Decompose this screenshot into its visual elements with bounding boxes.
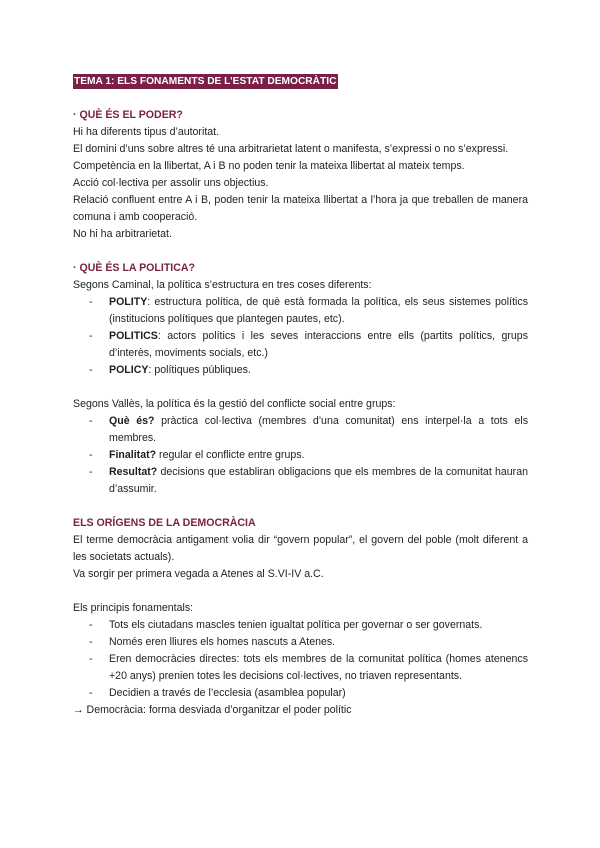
paragraph: Competència en la llibertat, A i B no poden tenir la mateixa llibertat al mateix temps. [73, 160, 465, 172]
conclusion: → Democràcia: forma desviada d’organitzar el poder polític [73, 704, 352, 716]
item-text: decisions que establiran obligacions que els membres de la comunitat hauran d’assumir. [109, 466, 528, 495]
dash-bullet: - [89, 653, 93, 665]
list-item [73, 617, 528, 634]
list-item [73, 413, 528, 447]
paragraph: Els principis fonamentals: [73, 602, 194, 614]
dash-bullet: - [89, 296, 93, 308]
dash-bullet: - [89, 364, 93, 376]
dash-bullet: - [89, 619, 93, 631]
paragraph: No hi ha arbitrarietat. [73, 228, 172, 240]
dash-bullet: - [89, 449, 93, 461]
paragraph: Va sorgir per primera vegada a Atenes al S.VI-IV a.C. [73, 568, 324, 580]
section-heading-power: · QUÈ ÉS EL PODER? [73, 109, 183, 121]
item-text: : estructura política, de què està formada la política, els seus sistemes polítics (institucions polítiques que plantegen pautes, etc). [109, 296, 528, 325]
paragraph: Hi ha diferents tipus d’autoritat. [73, 126, 220, 138]
paragraph: Acció col·lectiva per assolir uns objectius. [73, 177, 269, 189]
list-item [73, 362, 528, 379]
valles-list [73, 413, 528, 498]
term: POLITICS [109, 330, 158, 342]
list-item [73, 328, 528, 362]
term: Què és? [109, 415, 155, 427]
item-text: : polítiques públiques. [148, 364, 251, 376]
caminal-list [73, 294, 528, 379]
dash-bullet: - [89, 330, 93, 342]
term: Finalitat? [109, 449, 157, 461]
term: POLITY [109, 296, 148, 308]
list-item [73, 464, 528, 498]
term: POLICY [109, 364, 149, 376]
section-heading-origins: ELS ORÍGENS DE LA DEMOCRÀCIA [73, 517, 256, 529]
principles-list [73, 617, 528, 702]
dash-bullet: - [89, 636, 93, 648]
item-text: pràctica col·lectiva (membres d’una comunitat) ens interpel·la a tots els membres. [109, 415, 528, 444]
document-title: TEMA 1: ELS FONAMENTS DE L’ESTAT DEMOCRÀTIC [74, 76, 337, 87]
paragraph: Segons Caminal, la política s’estructura en tres coses diferents: [73, 279, 372, 291]
item-text: regular el conflicte entre grups. [156, 449, 305, 461]
item-text: Decidien a través de l’ecclesia (asamblea popular) [109, 687, 346, 699]
dash-bullet: - [89, 466, 93, 478]
list-item [73, 651, 528, 685]
section-heading-politics: · QUÈ ÉS LA POLITICA? [73, 262, 196, 274]
dash-bullet: - [89, 415, 93, 427]
item-text: Només eren lliures els homes nascuts a Atenes. [109, 636, 336, 648]
paragraph: Segons Vallès, la política és la gestió del conflicte social entre grups: [73, 398, 396, 410]
list-item [73, 634, 528, 651]
paragraph: Relació confluent entre A i B, poden tenir la mateixa llibertat a l’hora ja que treballen de manera comuna i amb cooperació. [73, 194, 528, 223]
dash-bullet: - [89, 687, 93, 699]
item-text: Tots els ciutadans mascles tenien igualtat política per governar o ser governats. [109, 619, 483, 631]
list-item [73, 294, 528, 328]
list-item [73, 447, 528, 464]
term: Resultat? [109, 466, 158, 478]
item-text: : actors polítics i les seves interaccions entre ells (partits polítics, grups d’interès, moviments socials, etc.) [109, 330, 528, 359]
paragraph: El domini d’uns sobre altres té una arbitrarietat latent o manifesta, s’expressi o no s’expressi. [73, 143, 509, 155]
paragraph: El terme democràcia antigament volia dir “govern popular”, el govern del poble (molt diferent a les societats actuals). [73, 534, 528, 563]
document-page [73, 73, 528, 719]
list-item [73, 685, 528, 702]
item-text: Eren democràcies directes: tots els membres de la comunitat política (homes atenencs +20 anys) prenien totes les decisions col·lectives, no triaven representants. [109, 653, 528, 682]
